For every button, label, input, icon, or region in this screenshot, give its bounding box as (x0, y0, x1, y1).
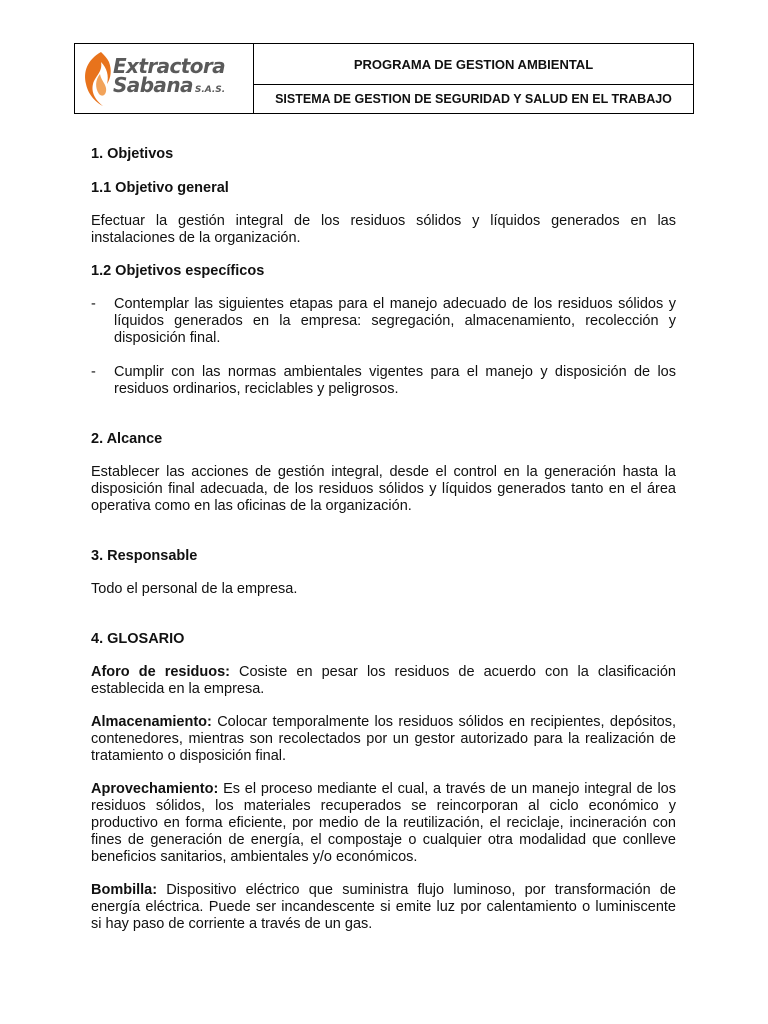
logo-cell (75, 44, 254, 113)
glossary-term: Almacenamiento: (91, 714, 212, 730)
glossary-definition: Cosiste en pesar los residuos de acuerdo con la clasificación establecida en la empresa. (91, 664, 676, 697)
program-title: PROGRAMA DE GESTION AMBIENTAL (254, 44, 693, 85)
bullet-marker: - (91, 296, 96, 312)
heading-alcance: 2. Alcance (91, 431, 163, 447)
logo-suffix: S.A.S. (194, 85, 226, 95)
heading-responsable: 3. Responsable (91, 548, 198, 564)
bullet-text: Cumplir con las normas ambientales vigentes para el manejo y disposición de los residuos ordinarios, reciclables y peligrosos. (114, 364, 676, 397)
logo-line-2: Sabana (113, 73, 193, 97)
bullet-text: Contemplar las siguientes etapas para el manejo adecuado de los residuos sólidos y líquidos generados en la empresa: segregación, almacenamiento, recolección y disposición final. (114, 296, 676, 346)
list-item (91, 364, 676, 398)
glossary-definition: Es el proceso mediante el cual, a través de un manejo integral de los residuos sólidos, los materiales recuperados se reincorporan al ciclo económico y productivo en forma eficiente, por medio de la reutilización, el reciclaje, incineración con fines de generación de energía, el compostaje o cualquier otra modalidad que conlleve beneficios sanitarios, ambientales y/o económicos. (91, 781, 676, 865)
glossary-entry (91, 882, 676, 933)
system-subtitle: SISTEMA DE GESTION DE SEGURIDAD Y SALUD EN EL TRABAJO (275, 91, 672, 106)
glossary-entry (91, 714, 676, 765)
document-body (91, 146, 676, 933)
flame-icon (81, 50, 115, 108)
glossary-term: Aprovechamiento: (91, 781, 219, 797)
list-item (91, 296, 676, 347)
objetivo-general-text: Efectuar la gestión integral de los residuos sólidos y líquidos generados en las instalaciones de la organización. (91, 213, 676, 246)
document-header (74, 43, 694, 114)
glossary-definition: Dispositivo eléctrico que suministra flujo luminoso, por transformación de energía eléctrica. Puede ser incandescente si emite luz por calentamiento o luminiscente si hay paso de corriente a través de un gas. (91, 882, 676, 932)
heading-glosario: 4. GLOSARIO (91, 631, 185, 647)
responsable-text: Todo el personal de la empresa. (91, 581, 298, 597)
glossary-entry (91, 664, 676, 698)
glossary-term: Bombilla: (91, 882, 158, 898)
glossary-definition: Colocar temporalmente los residuos sólidos en recipientes, depósitos, contenedores, mientras son recolectados por un gestor autorizado para la realización de tratamiento o disposición final. (91, 714, 676, 764)
logo-line-1: Extractora (113, 54, 225, 78)
heading-objetivos: 1. Objetivos (91, 146, 174, 162)
company-logo (81, 50, 225, 108)
heading-objetivo-general: 1.1 Objetivo general (91, 180, 229, 196)
glossary-entry (91, 781, 676, 866)
heading-objetivos-especificos: 1.2 Objetivos específicos (91, 263, 265, 279)
bullet-marker: - (91, 364, 96, 380)
glossary-term: Aforo de residuos: (91, 664, 230, 680)
alcance-text: Establecer las acciones de gestión integral, desde el control en la generación hasta la disposición final adecuada, de los residuos sólidos y líquidos generados tanto en el área operativa como en las oficinas de la organización. (91, 464, 676, 514)
